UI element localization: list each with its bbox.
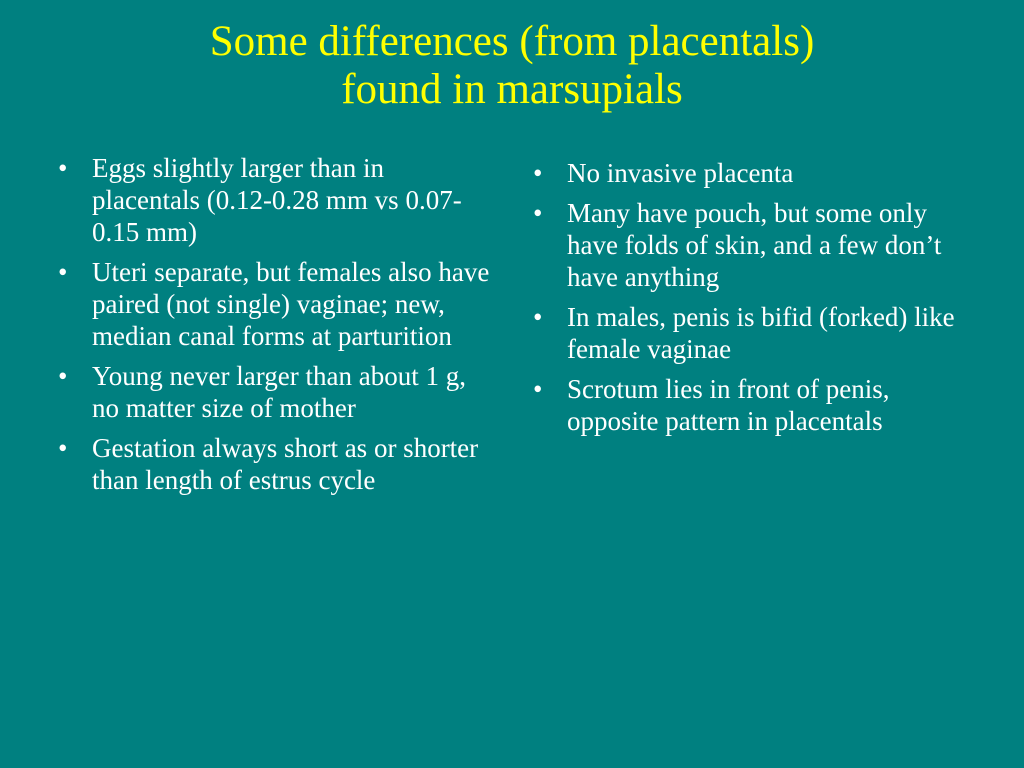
list-item: [533, 197, 963, 293]
list-item: [58, 152, 490, 248]
bullet-text: Gestation always short as or shorter than length of estrus cycle: [92, 433, 479, 495]
bullet-text: Many have pouch, but some only have folds of skin, and a few don’t have anything: [567, 198, 942, 292]
bullet-icon: •: [58, 153, 68, 183]
bullet-icon: •: [58, 361, 68, 391]
bullet-icon: •: [533, 302, 543, 332]
right-bullet-list: [533, 157, 963, 445]
bullet-text: Young never larger than about 1 g, no matter size of mother: [92, 361, 466, 423]
list-item: [533, 301, 963, 365]
bullet-text: Scrotum lies in front of penis, opposite pattern in placentals: [567, 374, 890, 436]
bullet-text: In males, penis is bifid (forked) like female vaginae: [567, 302, 955, 364]
bullet-icon: •: [533, 158, 543, 188]
list-item: [533, 373, 963, 437]
list-item: [58, 256, 490, 352]
bullet-text: Eggs slightly larger than in placentals (0.12-0.28 mm vs 0.07-0.15 mm): [92, 153, 462, 247]
bullet-icon: •: [533, 198, 543, 228]
bullet-icon: •: [533, 374, 543, 404]
bullet-text: Uteri separate, but females also have paired (not single) vaginae; new, median canal forms at parturition: [92, 257, 490, 351]
title-line-1: Some differences (from placentals): [209, 18, 815, 65]
list-item: [533, 157, 963, 189]
left-bullet-list: [58, 152, 490, 504]
slide-title: [0, 18, 1024, 114]
bullet-icon: •: [58, 257, 68, 287]
title-line-2: found in marsupials: [341, 66, 683, 113]
bullet-text: No invasive placenta: [567, 158, 794, 188]
list-item: [58, 432, 490, 496]
bullet-icon: •: [58, 433, 68, 463]
list-item: [58, 360, 490, 424]
